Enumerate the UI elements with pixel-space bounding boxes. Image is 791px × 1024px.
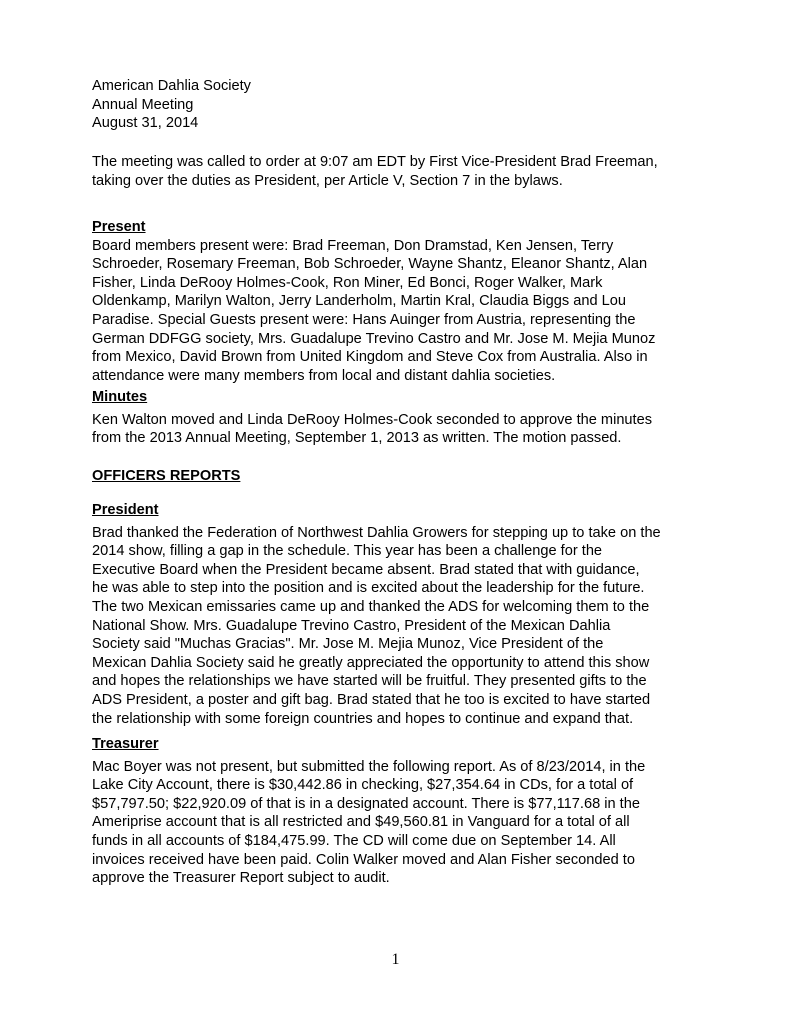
treasurer-heading: Treasurer [92, 736, 159, 752]
treasurer-line: invoices received have been paid. Colin Walker moved and Alan Fisher seconded to [92, 851, 635, 868]
president-line: Mexican Dahlia Society said he greatly appreciated the opportunity to attend this show [92, 654, 650, 671]
present-line: Fisher, Linda DeRooy Holmes-Cook, Ron Miner, Ed Bonci, Roger Walker, Mark [92, 274, 603, 291]
present-line: attendance were many members from local and distant dahlia societies. [92, 367, 556, 384]
treasurer-line: Mac Boyer was not present, but submitted the following report. As of 8/23/2014, in the [92, 758, 646, 775]
minutes-section [92, 388, 752, 448]
president-heading: President [92, 502, 159, 518]
treasurer-line: funds in all accounts of $184,475.99. The CD will come due on September 14. All [92, 832, 616, 849]
treasurer-line: Ameriprise account that is all restricted and $49,560.81 in Vanguard for a total of all [92, 814, 630, 831]
minutes-line: from the 2013 Annual Meeting, September 1, 2013 as written. The motion passed. [92, 430, 622, 447]
present-line: from Mexico, David Brown from United Kingdom and Steve Cox from Australia. Also in [92, 349, 648, 366]
treasurer-line: $57,797.50; $22,920.09 of that is in a designated account. There is $77,117.68 in the [92, 795, 640, 812]
treasurer-section [92, 735, 752, 888]
president-line: 2014 show, filling a gap in the schedule. This year has been a challenge for the [92, 543, 603, 560]
page-number: 1 [391, 951, 400, 968]
president-line: Brad thanked the Federation of Northwest Dahlia Growers for stepping up to take on the [92, 524, 661, 541]
minutes-heading: Minutes [92, 389, 148, 405]
president-line: National Show. Mrs. Guadalupe Trevino Castro, President of the Mexican Dahlia [92, 617, 611, 634]
treasurer-line: Lake City Account, there is $30,442.86 in checking, $27,354.64 in CDs, for a total of [92, 777, 634, 794]
minutes-line: Ken Walton moved and Linda DeRooy Holmes-Cook seconded to approve the minutes [92, 411, 653, 428]
officers-reports-section [92, 467, 752, 486]
president-line: and hopes the relationships we have started will be fruitful. They presented gifts to the [92, 673, 647, 690]
present-heading: Present [92, 219, 146, 235]
intro-line: The meeting was called to order at 9:07 am EDT by First Vice-President Brad Freeman, [92, 154, 658, 170]
intro-line: taking over the duties as President, per Article V, Section 7 in the bylaws. [92, 172, 563, 189]
president-line: he was able to step into the position and is excited about the leadership for the future. [92, 580, 645, 597]
president-line: The two Mexican emissaries came up and thanked the ADS for welcoming them to the [92, 598, 650, 615]
present-line: Oldenkamp, Marilyn Walton, Jerry Landerholm, Martin Kral, Claudia Biggs and Lou [92, 293, 626, 310]
present-line: Schroeder, Rosemary Freeman, Bob Schroeder, Wayne Shantz, Eleanor Shantz, Alan [92, 256, 648, 273]
president-line: ADS President, a poster and gift bag. Brad stated that he too is excited to have started [92, 691, 651, 708]
treasurer-line: approve the Treasurer Report subject to audit. [92, 870, 390, 887]
document-header [92, 77, 752, 133]
present-section [92, 218, 752, 385]
present-line: Board members present were: Brad Freeman, Don Dramstad, Ken Jensen, Terry [92, 237, 614, 254]
intro-paragraph [92, 153, 752, 190]
present-line: Paradise. Special Guests present were: Hans Auinger from Austria, representing the [92, 311, 636, 328]
meeting-date: August 31, 2014 [92, 115, 199, 132]
president-line: Executive Board when the President became absent. Brad stated that with guidance, [92, 561, 640, 578]
president-line: the relationship with some foreign countries and hopes to continue and expand that. [92, 710, 634, 727]
meeting-title: Annual Meeting [92, 96, 194, 113]
org-name: American Dahlia Society [92, 78, 251, 94]
present-line: German DDFGG society, Mrs. Guadalupe Trevino Castro and Mr. Jose M. Mejia Munoz [92, 330, 656, 347]
president-line: Society said "Muchas Gracias". Mr. Jose M. Mejia Munoz, Vice President of the [92, 636, 604, 653]
officers-reports-heading: OFFICERS REPORTS [92, 468, 241, 484]
president-section [92, 501, 752, 728]
